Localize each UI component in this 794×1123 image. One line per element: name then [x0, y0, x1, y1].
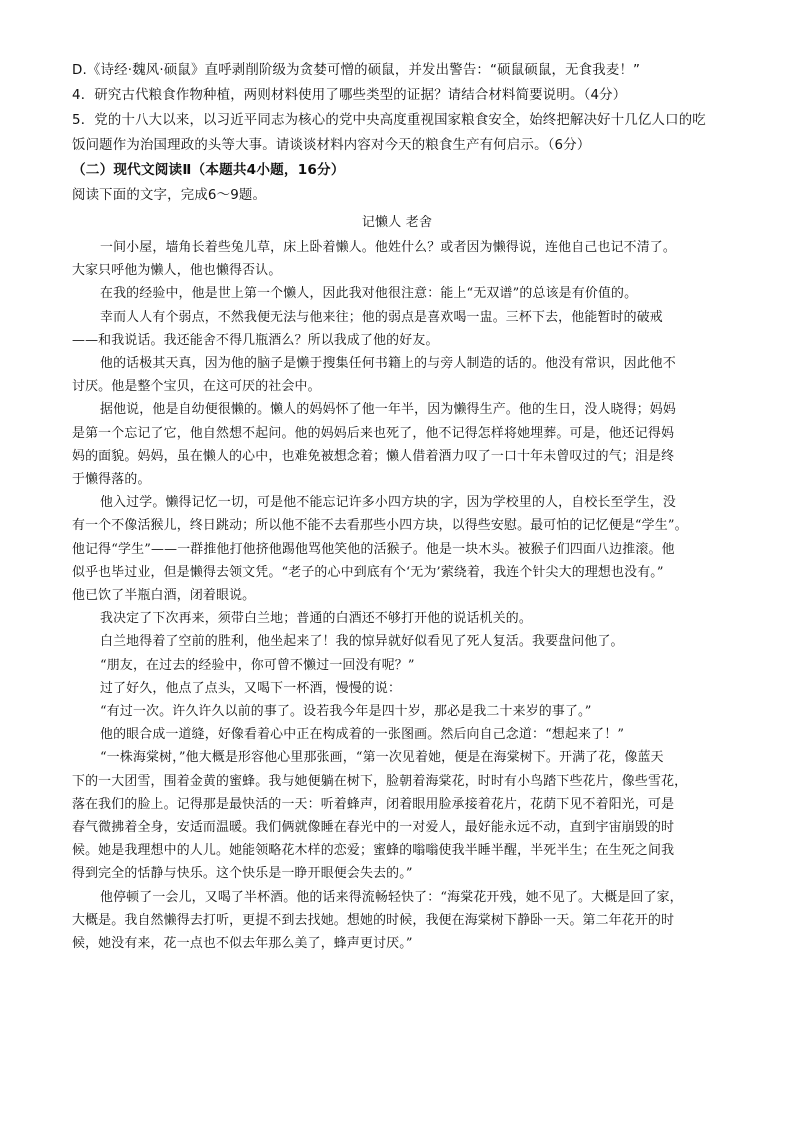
- article-line: 他的话极其天真，因为他的脑子是懒于搜集任何书籍上的与旁人制造的话的。他没有常识，因此他不: [100, 356, 676, 372]
- section-instruction: 阅读下面的文字，完成6～9题。: [72, 188, 267, 203]
- article-line: 候，她没有来，花一点也不似去年那么美了，蜂声更讨厌。”: [72, 936, 413, 952]
- article-line: 据他说，他是自幼便很懒的。懒人的妈妈怀了他一年半，因为懒得生产。他的生日，没人晓得；妈妈: [100, 402, 676, 418]
- article-line: “朋友，在过去的经验中，你可曾不懒过一回没有呢？”: [100, 657, 415, 673]
- exam-page: [72, 58, 722, 955]
- article-line: 春气微拂着全身，安适而温暖。我们俩就像睡在春光中的一对爱人，最好能永远不动，直到宇宙崩毁的时: [72, 820, 675, 836]
- section-title: （二）现代文阅读Ⅱ（本题共4小题，16分）: [72, 162, 345, 178]
- article-line: “有过一次。许久许久以前的事了。设若我今年是四十岁，那必是我二十来岁的事了。”: [100, 704, 592, 720]
- article-line: 白兰地得着了空前的胜利，他坐起来了！我的惊异就好似看见了死人复活。我要盘问他了。: [100, 634, 624, 650]
- option-d-text: D.《诗经·魏风·硕鼠》直呼剥削阶级为贪婪可憎的硕鼠，并发出警告：“硕鼠硕鼠，无食我麦！”: [72, 63, 641, 78]
- article-body: [72, 236, 722, 955]
- article-line: 大概是。我自然懒得去打听，更提不到去找她。想她的时候，我便在海棠树下静卧一天。第二年花开的时: [72, 912, 675, 928]
- article-line: 妈的面貌。妈妈，虽在懒人的心中，也难免被想念着；懒人借着酒力叹了一口十年未曾叹过的气；泪是终: [72, 448, 675, 464]
- article-line: 是第一个忘记了它，他自然想不起问。他的妈妈后来也死了，他不记得怎样将她埋葬。可是，他还记得妈: [72, 425, 675, 441]
- article-line: 他记得“学生”——一群推他打他挤他踢他骂他笑他的活猴子。他是一块木头。被猴子们四面八边推滚。他: [72, 541, 675, 557]
- article-line: 落在我们的脸上。记得那是最快活的一天：听着蜂声，闭着眼用脸承接着花片，花荫下见不着阳光，可是: [72, 796, 675, 812]
- article-line: 候。她是我理想中的人儿。她能领略花木样的恋爱；蜜蜂的嗡嗡使我半睡半醒，半死半生；在生死之间我: [72, 843, 675, 859]
- article-line: 他的眼合成一道缝，好像看着心中正在构成着的一张图画。然后向自己念道：“想起来了！”: [100, 727, 625, 743]
- article-line: 得到完全的恬静与快乐。这个快乐是一睁开眼便会失去的。”: [72, 866, 413, 882]
- article-line: 似乎也毕过业，但是懒得去领文凭。“老子的心中到底有个‘无为’萦绕着，我连个针尖大的理想也没有。”: [72, 564, 664, 580]
- question-4: 4．研究古代粮食作物种植，两则材料使用了哪些类型的证据？请结合材料简要说明。（4分）: [72, 88, 627, 103]
- article-line: 讨厌。他是整个宝贝，在这可厌的社会中。: [72, 379, 321, 395]
- article-line: 过了好久，他点了点头，又喝下一杯酒，慢慢的说：: [100, 680, 402, 696]
- article-line: 我决定了下次再来，须带白兰地；普通的白酒还不够打开他的说话机关的。: [100, 611, 532, 627]
- article-line: 他已饮了半瓶白酒，闭着眼说。: [72, 588, 256, 604]
- question-5-line-2: 饭问题作为治国理政的头等大事。请谈谈材料内容对今天的粮食生产有何启示。（6分）: [72, 138, 591, 153]
- article-line: ——和我说话。我还能舍不得几瓶酒么？所以我成了他的好友。: [72, 332, 439, 348]
- article-line: 在我的经验中，他是世上第一个懒人，因此我对他很注意：能上“无双谱”的总该是有价值的。: [100, 286, 638, 302]
- article-line: “一株海棠树，”他大概是形容他心里那张画，“第一次见着她，便是在海棠树下。开满了花，像蓝天: [100, 750, 664, 766]
- article-line: 他入过学。懒得记忆一切，可是他不能忘记许多小四方块的字，因为学校里的人，自校长至学生，没: [100, 495, 676, 511]
- article-line: 下的一大团雪，围着金黄的蜜蜂。我与她便躺在树下，脸朝着海棠花，时时有小鸟踏下些花片，像些雪花，: [72, 773, 688, 789]
- question-5-line-1: 5．党的十八大以来，以习近平同志为核心的党中央高度重视国家粮食安全，始终把解决好十几亿人口的吃: [72, 113, 706, 128]
- article-line: 于懒得落的。: [72, 472, 151, 488]
- article-line: 有一个不像活猴儿，终日跳动；所以他不能不去看那些小四方块，以得些安慰。最可怕的记忆便是“学生”。: [72, 518, 688, 534]
- article-line: 大家只呼他为懒人，他也懒得否认。: [72, 263, 282, 279]
- article-title: 记懒人 老舍: [361, 215, 433, 230]
- article-line: 他停顿了一会儿，又喝了半杯酒。他的话来得流畅轻快了：“海棠花开残，她不见了。大概是回了家，: [100, 889, 683, 905]
- article-line: 幸而人人有个弱点，不然我便无法与他来往；他的弱点是喜欢喝一盅。三杯下去，他能暂时的破戒: [100, 309, 663, 325]
- article-line: 一间小屋，墙角长着些兔儿草，床上卧着懒人。他姓什么？或者因为懒得说，连他自己也记不清了。: [100, 240, 676, 255]
